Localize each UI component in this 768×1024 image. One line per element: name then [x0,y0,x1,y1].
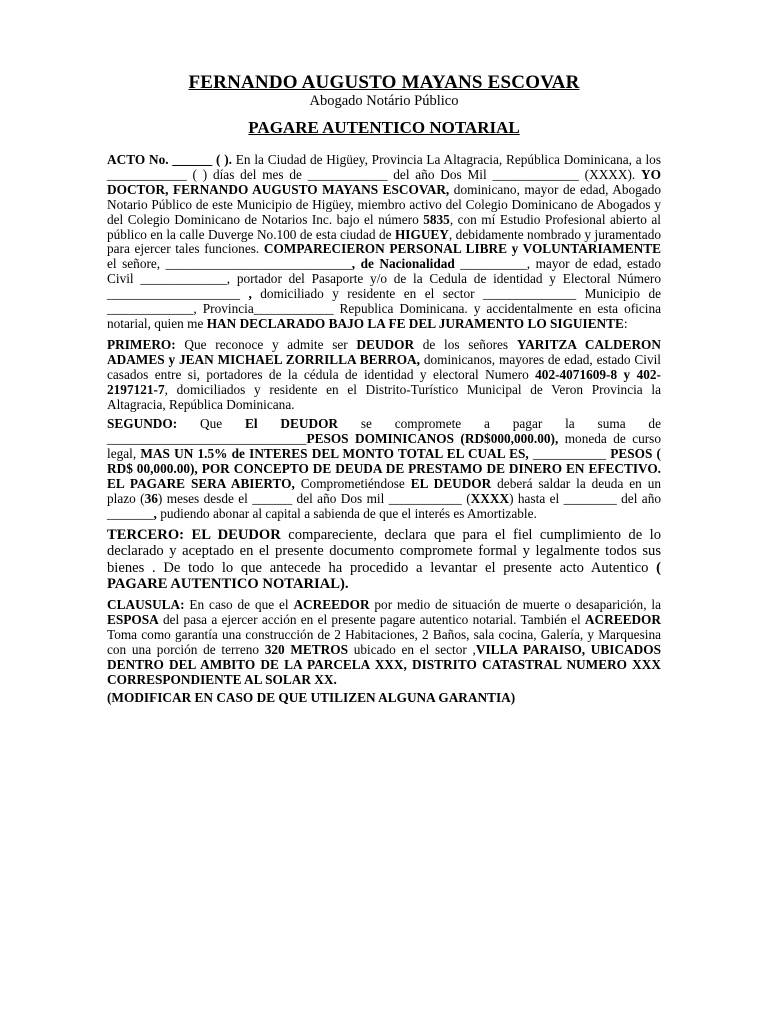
acto-text-run: 5835 [423,211,450,227]
document-title: PAGARE AUTENTICO NOTARIAL [248,118,520,137]
tercero-text-run: compareciente, declara que para el fiel cumplimiento de lo declarado y aceptado en el presente documento compromete formal y legalmente todos sus bienes . De todo lo que antecede ha procedido a levantar el presente acto Autentico [107,526,661,576]
segundo-text-run: El DEUDOR [245,416,339,432]
clausula-text-run: Toma como garantía una construcción de 2 Habitaciones, 2 Baños, sala cocina, Galería, y Marquesina con una porción de terreno [107,627,661,658]
acto-text-run: HAN DECLARADO BAJO LA FE DEL JURAMENTO LO SIGUIENTE [206,315,624,331]
clausula-text-run: CLAUSULA: [107,597,185,613]
segundo-text-run: pudiendo abonar al capital a sabienda de que el interés es Amortizable. [156,505,537,521]
primero-text-run: DEUDOR [356,336,415,352]
clausula-text-run: ESPOSA [107,612,159,628]
clausula-text-run: En caso de que el [184,597,294,613]
tercero-text-run: TERCERO: EL DEUDOR [107,526,281,543]
tercero-text-run: ( PAGARE AUTENTICO NOTARIAL). [107,559,661,592]
segundo-text-run: PESOS DOMINICANOS (RD$000,000.00), [306,431,559,447]
clausula-note: (MODIFICAR EN CASO DE QUE UTILIZEN ALGUNA GARANTIA) [107,689,516,705]
segundo-text-run: EL DEUDOR [410,476,492,492]
segundo-text-run: MAS UN 1.5% de INTERES DEL MONTO TOTAL EL CUAL ES, [140,446,529,462]
primero-text-run: de los señores [414,336,517,352]
notary-name: FERNANDO AUGUSTO MAYANS ESCOVAR [188,72,580,93]
clausula-text-run: ACREEDOR [293,597,370,613]
document-body [107,153,661,705]
segundo-text-run: PESOS ( RD$ 00,000.00), POR CONCEPTO DE DEUDA DE PRESTAMO DE DINERO EN EFECTIVO. EL PAGARE SERA ABIERTO, [107,446,661,492]
acto-text-run: , con mí Estudio Profesional abierto al público en la calle Duverge No.100 de esta ciudad de [107,211,661,242]
segundo-paragraph [107,417,661,521]
clausula-text-run: VILLA PARAISO, UBICADOS DENTRO DEL AMBITO DE LA PARCELA XXX, DISTRITO CATASTRAL NUMERO XXX CORRESPONDIENTE AL SOLAR XX. [107,642,662,687]
primero-text-run: dominicanos, mayores de edad, estado Civil casados entre si, portadores de la cédula de identidad y electoral Numero [107,351,662,382]
segundo-text-run: ) meses desde el ______ del año Dos mil ___________ ( [157,490,471,506]
clausula-text-run: ubicado en el sector , [348,642,476,658]
primero-text-run: Que reconoce y admite ser [175,336,357,352]
primero-text-run: PRIMERO: [107,336,176,352]
primero-paragraph [107,338,661,413]
clausula-text-run: 320 METROS [264,642,349,658]
acto-text-run: domiciliado y residente en el sector ______________ Municipio de _____________, Provincia____________ Republica Dominicana. y accidentalmente en esta oficina notarial, quien me [107,286,661,331]
acto-text-run: En la Ciudad de Higüey, Provincia La Altagracia, República Dominicana, a los ____________ ( ) días del mes de ____________ del año Dos Mil _____________ (XXXX). [107,152,662,182]
segundo-text-run: ___________ [528,446,611,462]
acto-text-run: : [623,315,628,331]
acto-paragraph [107,153,661,332]
segundo-text-run: Comprometiéndose [294,476,411,492]
segundo-text-run: SEGUNDO: [107,416,178,432]
acto-text-run: COMPARECIERON PERSONAL LIBRE y VOLUNTARIAMENTE [263,241,661,257]
segundo-text-run: deberá saldar la deuda en un plazo ( [107,476,661,506]
primero-text-run: YARITZA CALDERON ADAMES y JEAN MICHAEL ZORRILLA BERROA, [107,336,661,367]
segundo-text-run: , [153,505,157,521]
primero-text-run: 402-4071609-8 y 402-2197121-7 [107,366,661,397]
notary-role: Abogado Notário Público [309,93,459,109]
acto-text-run: YO DOCTOR, FERNANDO AUGUSTO MAYANS ESCOVAR, [107,166,661,197]
acto-text-run: , de Nacionalidad [351,256,455,272]
segundo-text-run: moneda de curso legal, [107,431,662,462]
primero-text-run: , domiciliados y residente en el Distrito-Turístico Municipal de Veron Provincia la Altagracia, República Dominicana. [107,381,661,412]
segundo-text-run: Que [177,416,245,432]
acto-text-run: ACTO No. ______ ( ). [107,152,232,167]
tercero-paragraph [107,527,661,593]
clausula-paragraph [107,598,661,687]
segundo-text-run: se compromete a pagar la suma de ______________________________ [107,416,661,447]
segundo-text-run: ) hasta el ________ del año _______ [107,490,661,521]
acto-text-run: , [248,286,252,302]
segundo-text-run: 36 [144,490,158,506]
clausula-text-run: ACREEDOR [584,612,661,628]
segundo-text-run: XXXX [470,490,510,506]
clausula-text-run: del pasa a ejercer acción en el presente pagare autentico notarial. También el [158,612,585,628]
acto-text-run: el señore, ____________________________ [107,256,352,272]
clausula-text-run: por medio de situación de muerte o desaparición, la [369,597,661,613]
acto-text-run: __________, mayor de edad, estado Civil _____________, portador del Pasaporte y/o de la Cedula de identidad y Electoral Número ____________________ [107,256,662,302]
acto-text-run: HIGUEY [394,226,449,242]
acto-text-run: , debidamente nombrado y juramentado para ejercer tales funciones. [107,226,661,257]
acto-text-run: dominicano, mayor de edad, Abogado Notario Público de este Municipio de Higüey, miembro activo del Colegio Dominicano de Abogados y del Colegio Dominicano de Notarios Inc. bajo el número [107,181,661,227]
